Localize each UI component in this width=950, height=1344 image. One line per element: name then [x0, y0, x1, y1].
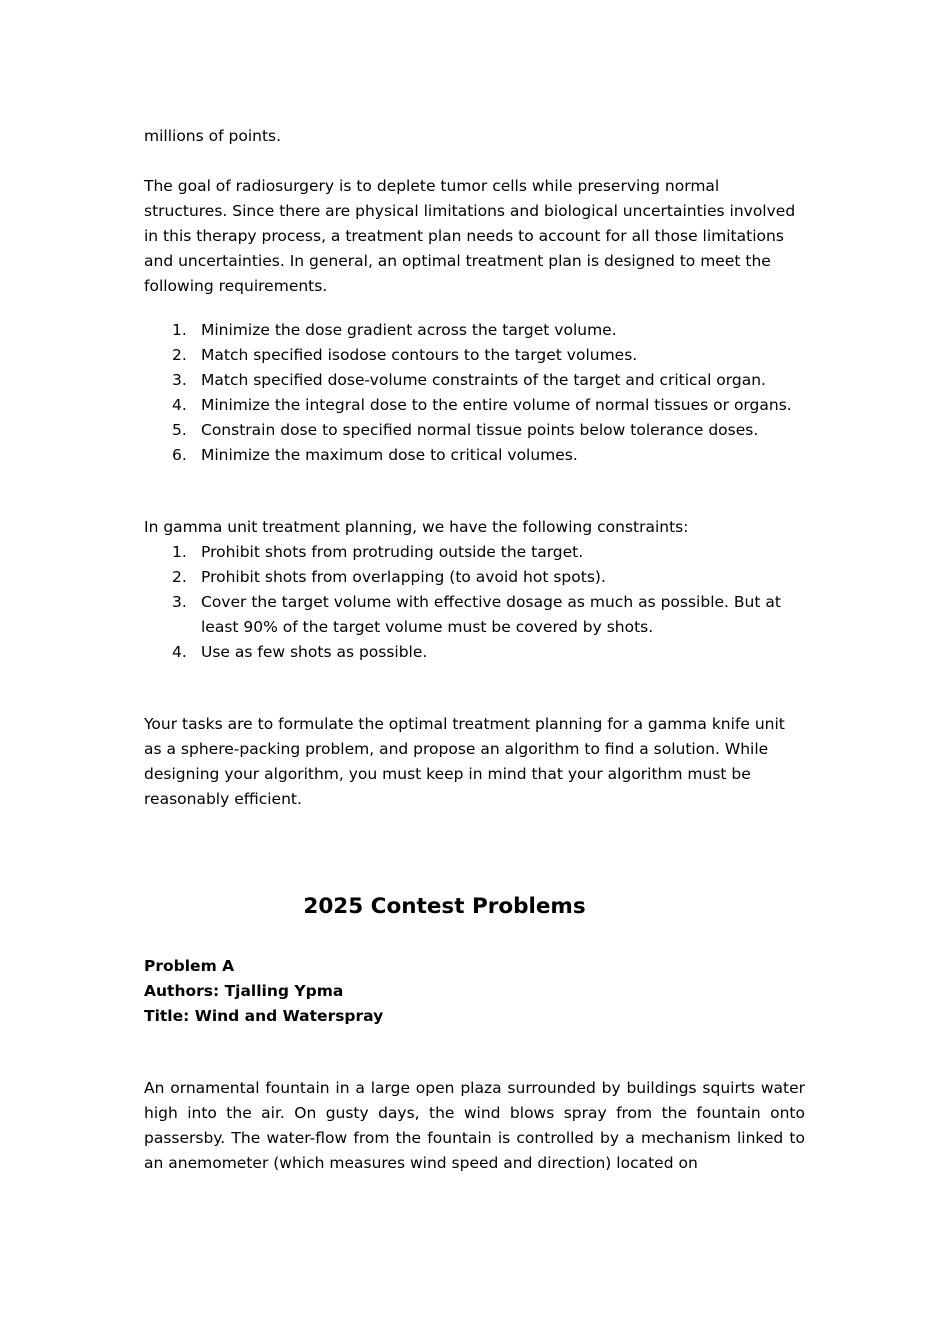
list-item	[144, 443, 805, 468]
list-number: 5.	[172, 421, 187, 439]
list-number: 3.	[172, 593, 187, 611]
list-text: Cover the target volume with effective dosage as much as possible. But at least 90% of the target volume must be covered by shots.	[201, 593, 781, 636]
list-number: 2.	[172, 346, 187, 364]
list-text: Match specified isodose contours to the target volumes.	[201, 346, 638, 364]
goal-paragraph: The goal of radiosurgery is to deplete tumor cells while preserving normal structures. Since there are physical limitations and biological uncertainties involved in this therapy process, a treatment plan needs to account for all those limitations and uncertainties. In general, an optimal treatment plan is designed to meet the following requirements.	[144, 177, 796, 295]
list-text: Minimize the maximum dose to critical volumes.	[201, 446, 578, 464]
problem-title: Title: Wind and Waterspray	[144, 1007, 384, 1025]
list-number: 4.	[172, 643, 187, 661]
tasks-paragraph: Your tasks are to formulate the optimal treatment planning for a gamma knife unit as a sphere-packing problem, and propose an algorithm to find a solution. While designing your algorithm, you must keep in mind that your algorithm must be reasonably efficient.	[144, 715, 785, 808]
list-number: 2.	[172, 568, 187, 586]
problem-label: Problem A	[144, 957, 235, 975]
list-text: Minimize the integral dose to the entire volume of normal tissues or organs.	[201, 396, 792, 414]
list-item	[144, 565, 805, 590]
list-text: Constrain dose to specified normal tissue points below tolerance doses.	[201, 421, 759, 439]
constraints-intro: In gamma unit treatment planning, we have the following constraints:	[144, 518, 689, 536]
list-number: 1.	[172, 321, 187, 339]
list-number: 1.	[172, 543, 187, 561]
list-text: Use as few shots as possible.	[201, 643, 428, 661]
list-item	[144, 318, 805, 343]
problem-authors: Authors: Tjalling Ypma	[144, 982, 344, 1000]
constraints-list	[144, 540, 805, 665]
section-heading: 2025 Contest Problems	[303, 894, 586, 919]
list-item	[144, 418, 805, 443]
list-number: 3.	[172, 371, 187, 389]
list-text: Match specified dose-volume constraints of the target and critical organ.	[201, 371, 766, 389]
list-item	[144, 368, 805, 393]
problem-paragraph: An ornamental fountain in a large open plaza surrounded by buildings squirts water high into the air. On gusty days, the wind blows spray from the fountain onto passersby. The water-flow from the fountain is controlled by a mechanism linked to an anemometer (which measures wind speed and direction) located on	[144, 1079, 805, 1172]
problem-header	[144, 954, 805, 1029]
list-text: Minimize the dose gradient across the target volume.	[201, 321, 617, 339]
list-number: 4.	[172, 396, 187, 414]
requirements-list	[144, 318, 805, 468]
intro-fragment: millions of points.	[144, 127, 282, 145]
list-item	[144, 540, 805, 565]
list-item	[144, 393, 805, 418]
list-text: Prohibit shots from protruding outside the target.	[201, 543, 584, 561]
list-item	[144, 590, 805, 640]
document-page	[144, 124, 805, 1176]
list-item	[144, 640, 805, 665]
list-text: Prohibit shots from overlapping (to avoid hot spots).	[201, 568, 606, 586]
list-item	[144, 343, 805, 368]
list-number: 6.	[172, 446, 187, 464]
